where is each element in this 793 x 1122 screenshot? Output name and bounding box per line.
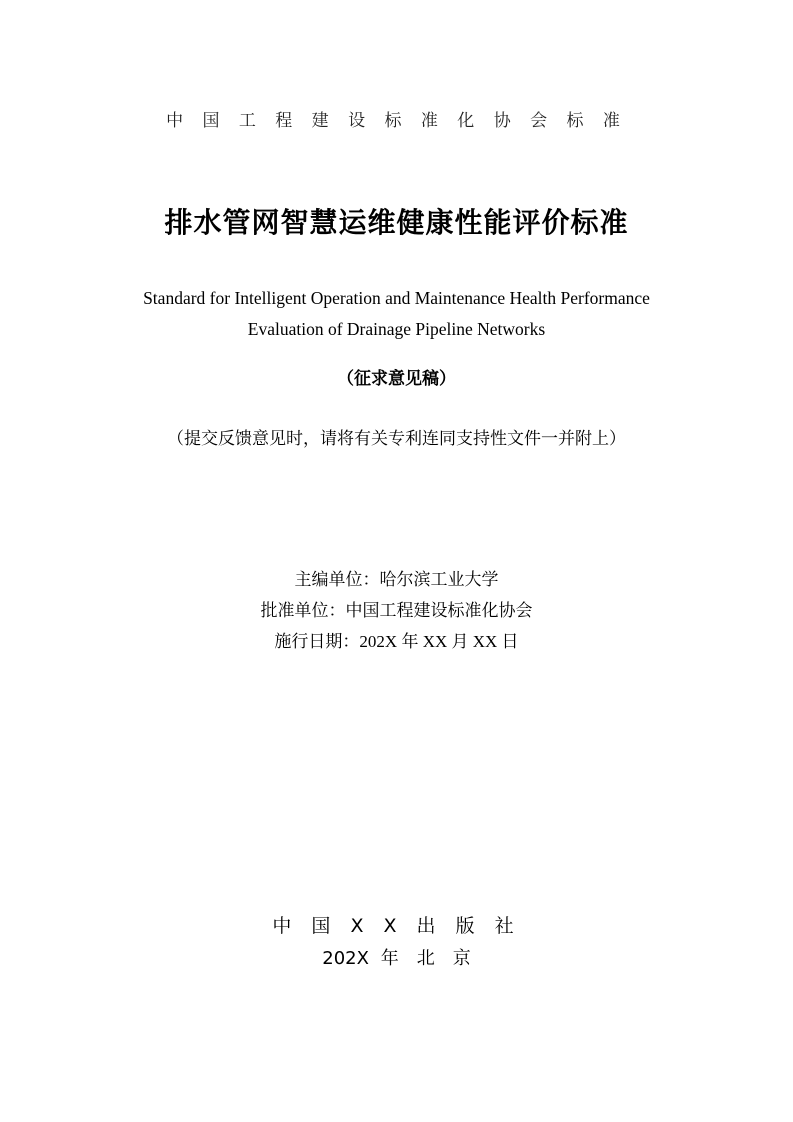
approver-unit-value: 中国工程建设标准化协会: [345, 601, 533, 621]
draft-label: （征求意见稿）: [337, 369, 456, 389]
editor-unit-line: [0, 565, 793, 590]
editor-unit-label: 主编单位：: [294, 570, 380, 590]
publication-year-place: 202X 年 北 京: [322, 948, 471, 969]
document-title-chinese: 排水管网智慧运维健康性能评价标准: [164, 206, 629, 239]
publisher-name: 中 国 X X 出 版 社: [272, 915, 521, 937]
approver-unit-line: [0, 596, 793, 621]
document-title-english-line2: Evaluation of Drainage Pipeline Networks: [247, 319, 546, 339]
effective-date-label: 施行日期：: [274, 632, 360, 652]
organization-standard-header: 中 国 工 程 建 设 标 准 化 协 会 标 准: [166, 111, 627, 131]
approver-unit-label: 批准单位：: [260, 601, 346, 621]
editor-unit-value: 哈尔滨工业大学: [379, 570, 499, 590]
document-title-english-line1: Standard for Intelligent Operation and Maintenance Health Performance: [143, 288, 650, 308]
effective-date-line: [0, 627, 793, 652]
patent-notice: （提交反馈意见时，请将有关专利连同支持性文件一并附上）: [167, 429, 626, 449]
effective-date-value: 202X 年 XX 月 XX 日: [359, 632, 519, 651]
